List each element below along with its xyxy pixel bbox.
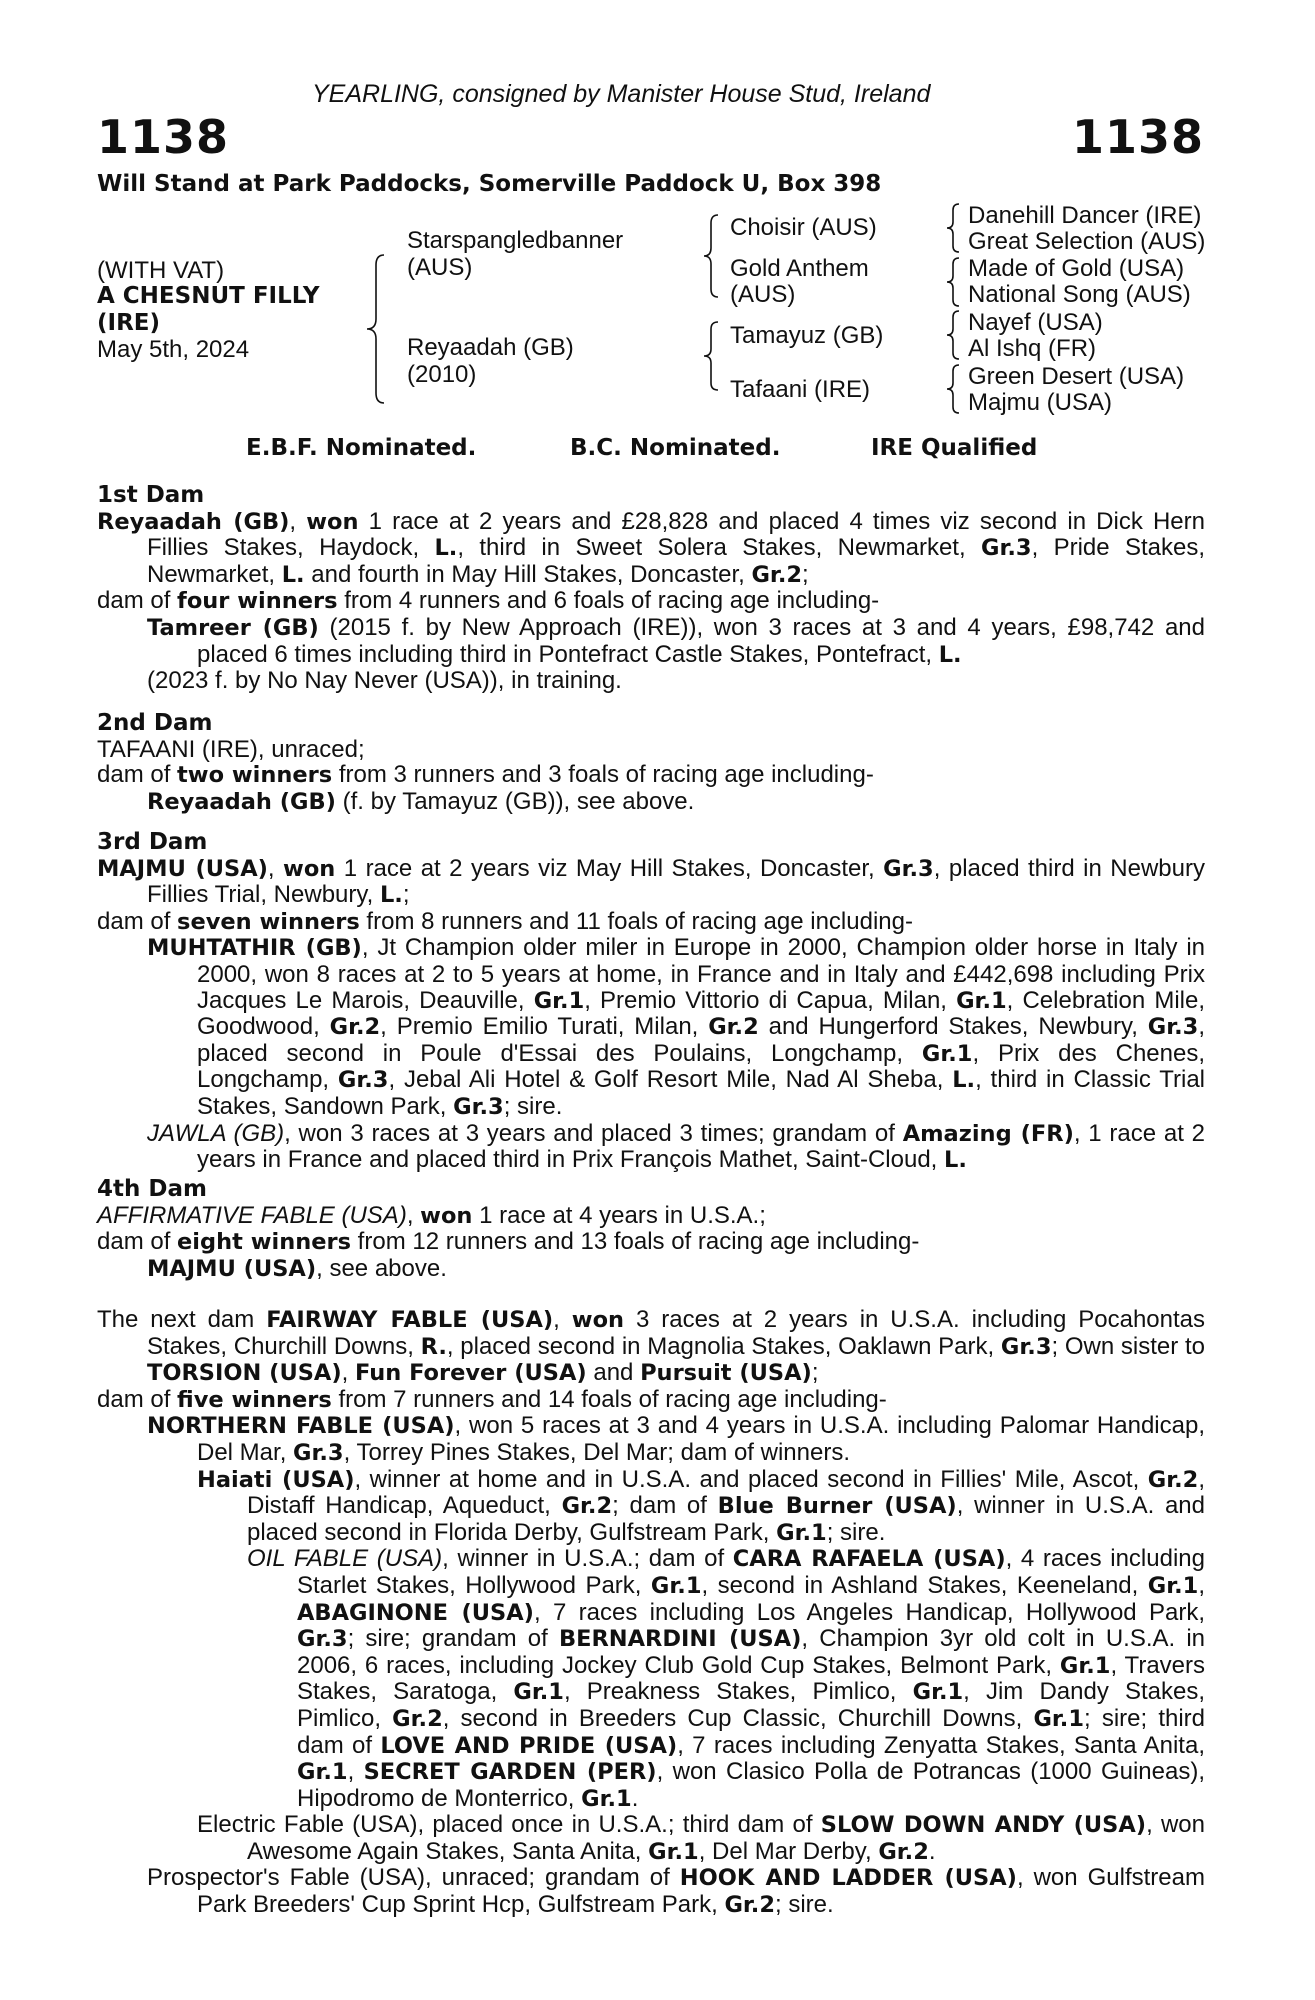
produce-prospectors-fable: Prospector's Fable (USA), unraced; grandam of HOOK AND LADDER (USA), won Gulfstream Park Breeders' Cup Sprint Hcp, Gulfstream Park, Gr.2; sire. (147, 1864, 1205, 1919)
ggp-great-selection: Great Selection (AUS) (968, 228, 1206, 255)
fourth-dam-produce-summary: dam of eight winners from 12 runners and 13 foals of racing age including- (97, 1228, 920, 1256)
horse-name: OIL FABLE (USA) (247, 1545, 443, 1573)
third-dam-record: MAJMU (USA), won 1 race at 2 years viz May Hill Stakes, Doncaster, Gr.3, placed third in Newbury Fillies Trial, Newbury, L.; (97, 854, 1205, 909)
ggp-nayef: Nayef (USA) (968, 309, 1103, 336)
produce-haiati: Haiati (USA), winner at home and in U.S.A. and placed second in Fillies' Mile, Ascot, Gr.2, Distaff Handicap, Aqueduct, Gr.2; dam of Blue Burner (USA), winner in U.S.A. and placed second in Florida Derby, Gulfstream Park, Gr.1; sire. (197, 1465, 1206, 1546)
second-dam-section (97, 711, 1205, 815)
horse-name: Reyaadah (GB) (147, 788, 336, 815)
ggp-brace-4 (943, 363, 963, 415)
second-dam-heading: 2nd Dam (97, 710, 213, 736)
third-dam-section (97, 830, 1205, 1174)
stand-location: Will Stand at Park Paddocks, Somerville Paddock U, Box 398 (97, 171, 882, 197)
ggp-majmu: Majmu (USA) (968, 389, 1113, 416)
produce-jawla: JAWLA (GB), won 3 races at 3 years and placed 3 times; grandam of Amazing (FR), 1 race at 2 years in France and placed third in Prix François Mathet, Saint-Cloud, L. (147, 1119, 1205, 1174)
next-dam-section (97, 1307, 1205, 1919)
grade-label: Gr.2 (751, 561, 803, 588)
ggp-danehill-dancer: Danehill Dancer (IRE) (968, 202, 1202, 229)
dam-name: Reyaadah (GB) (407, 334, 574, 361)
granddam-gold-anthem-country: (AUS) (730, 281, 796, 308)
dam-parents-brace (700, 320, 722, 392)
grandsire-tamayuz: Tamayuz (GB) (730, 322, 884, 349)
produce-2023-foal: (2023 f. by No Nay Never (USA)), in training. (147, 667, 622, 695)
fourth-dam-record: AFFIRMATIVE FABLE (USA), won 1 race at 4 years in U.S.A.; (97, 1201, 766, 1229)
ggp-al-ishq: Al Ishq (FR) (968, 335, 1097, 362)
produce-northern-fable: NORTHERN FABLE (USA), won 5 races at 3 and 4 years in U.S.A. including Palomar Handicap, Del Mar, Gr.3, Torrey Pines Stakes, Del Mar; dam of winners. (147, 1412, 1206, 1466)
first-dam-record: Reyaadah (GB), won 1 race at 2 years and £28,828 and placed 4 times viz second in Dick Hern Fillies Stakes, Haydock, L., third in Sweet Solera Stakes, Newmarket, Gr.3, Pride Stakes, Newmarket, L. and fourth in May Hill Stakes, Doncaster, Gr.2; (97, 507, 1205, 588)
listed-label: L. (281, 561, 305, 588)
horse-name: FAIRWAY FABLE (USA) (266, 1307, 554, 1333)
first-dam-section (97, 483, 1205, 694)
lot-number-right: 1138 (1071, 110, 1204, 164)
sire-dam-brace (362, 253, 388, 405)
ggp-brace-1 (943, 202, 963, 254)
ggp-brace-2 (943, 256, 963, 308)
produce-majmu: MAJMU (USA), see above. (147, 1254, 447, 1282)
ggp-brace-3 (943, 309, 963, 361)
ggp-green-desert: Green Desert (USA) (968, 363, 1185, 390)
horse-name: NORTHERN FABLE (USA) (147, 1413, 455, 1440)
first-dam-produce-summary: dam of four winners from 4 runners and 6 foals of racing age including- (97, 587, 880, 615)
third-dam-produce-summary: dam of seven winners from 8 runners and 11 foals of racing age including- (97, 907, 913, 935)
ire-qualified: IRE Qualified (871, 435, 1038, 461)
horse-name: Haiati (USA) (197, 1466, 355, 1493)
listed-label: L. (938, 641, 962, 668)
sire-country: (AUS) (407, 254, 473, 281)
horse-name: AFFIRMATIVE FABLE (USA) (97, 1201, 407, 1229)
fourth-dam-section (97, 1177, 1205, 1282)
bc-nomination: B.C. Nominated. (570, 435, 781, 461)
lot-number-left: 1138 (97, 110, 230, 164)
listed-label: L. (434, 535, 458, 562)
horse-name: Tamreer (GB) (147, 614, 319, 641)
produce-oil-fable: OIL FABLE (USA), winner in U.S.A.; dam of CARA RAFAELA (USA), 4 races including Starlet Stakes, Hollywood Park, Gr.1, second in Ashland Stakes, Keeneland, Gr.1, ABAGINONE (USA), 7 races including Los Angeles Handicap, Hollywood Park, Gr.3; sire; grandam of BERNARDINI (USA), Champion 3yr old colt in U.S.A. in 2006, 6 races, including Jockey Club Gold Cup Stakes, Belmont Park, Gr.1, Travers Stakes, Saratoga, Gr.1, Preakness Stakes, Pimlico, Gr.1, Jim Dandy Stakes, Pimlico, Gr.2, second in Breeders Cup Classic, Churchill Downs, Gr.1; sire; third dam of LOVE AND PRIDE (USA), 7 races including Zenyatta Stakes, Santa Anita, Gr.1, SECRET GARDEN (PER), won Clasico Polla de Potrancas (1000 Guineas), Hipodromo de Monterrico, Gr.1. (247, 1545, 1206, 1812)
produce-electric-fable: Electric Fable (USA), placed once in U.S.A.; third dam of SLOW DOWN ANDY (USA), won Awesome Again Stakes, Santa Anita, Gr.1, Del Mar Derby, Gr.2. (197, 1811, 1206, 1865)
first-dam-heading: 1st Dam (97, 482, 205, 508)
foaling-date: May 5th, 2024 (97, 336, 250, 363)
produce-muhtathir: MUHTATHIR (GB), Jt Champion older miler in Europe in 2000, Champion older horse in Italy in 2000, won 8 races at 2 to 5 years at home, in France and in Italy and £442,698 including Prix Jacques Le Marois, Deauville, Gr.1, Premio Vittorio di Capua, Milan, Gr.1, Celebration Mile, Goodwood, Gr.2, Premio Emilio Turati, Milan, Gr.2 and Hungerford Stakes, Newbury, Gr.3, placed second in Poule d'Essai des Poulains, Longchamp, Gr.1, Prix des Chenes, Longchamp, Gr.3, Jebal Ali Hotel & Golf Resort Mile, Nad Al Sheba, L., third in Classic Trial Stakes, Sandown Park, Gr.3; sire. (147, 934, 1206, 1120)
won-label: won (306, 508, 359, 535)
produce-tamreer: Tamreer (GB) (2015 f. by New Approach (IRE)), won 3 races at 3 and 4 years, £98,742 and placed 6 times including third in Pontefract Castle Stakes, Pontefract, L. (147, 613, 1205, 668)
horse-description-line1: A CHESNUT FILLY (97, 283, 320, 309)
horse-name: Reyaadah (GB) (97, 508, 290, 535)
second-dam-record: TAFAANI (IRE), unraced; (97, 735, 365, 763)
ebf-nomination: E.B.F. Nominated. (246, 435, 477, 461)
consignor-subtitle: YEARLING, consigned by Manister House Stud, Ireland (312, 80, 931, 108)
horse-name: MAJMU (USA) (147, 1255, 317, 1282)
sire-parents-brace (700, 213, 722, 299)
ggp-made-of-gold: Made of Gold (USA) (968, 255, 1185, 282)
produce-reyaadah: Reyaadah (GB) (f. by Tamayuz (GB)), see above. (147, 787, 695, 815)
won-label: won (283, 855, 336, 882)
horse-name: JAWLA (GB) (147, 1119, 285, 1147)
grandsire-choisir: Choisir (AUS) (730, 214, 877, 241)
ggp-national-song: National Song (AUS) (968, 281, 1191, 308)
next-dam-produce-summary: dam of five winners from 7 runners and 14 foals of racing age including- (97, 1385, 887, 1413)
third-dam-heading: 3rd Dam (97, 829, 208, 855)
grade-label: Gr.3 (981, 535, 1032, 562)
horse-name: MAJMU (USA) (97, 855, 268, 882)
vat-note: (WITH VAT) (97, 257, 225, 284)
dam-year: (2010) (407, 361, 477, 388)
horse-name: MUHTATHIR (GB) (147, 935, 362, 962)
fourth-dam-heading: 4th Dam (97, 1176, 207, 1202)
granddam-tafaani: Tafaani (IRE) (730, 376, 871, 403)
second-dam-produce-summary: dam of two winners from 3 runners and 3 foals of racing age including- (97, 761, 874, 789)
granddam-gold-anthem: Gold Anthem (730, 255, 869, 282)
horse-description-line2: (IRE) (97, 310, 161, 336)
next-dam-record: The next dam FAIRWAY FABLE (USA), won 3 races at 2 years in U.S.A. including Pocahontas Stakes, Churchill Downs, R., placed second in Magnolia Stakes, Oaklawn Park, Gr.3; Own sister to TORSION (USA), Fun Forever (USA) and Pursuit (USA); (97, 1306, 1206, 1387)
sire-name: Starspangledbanner (407, 227, 624, 254)
